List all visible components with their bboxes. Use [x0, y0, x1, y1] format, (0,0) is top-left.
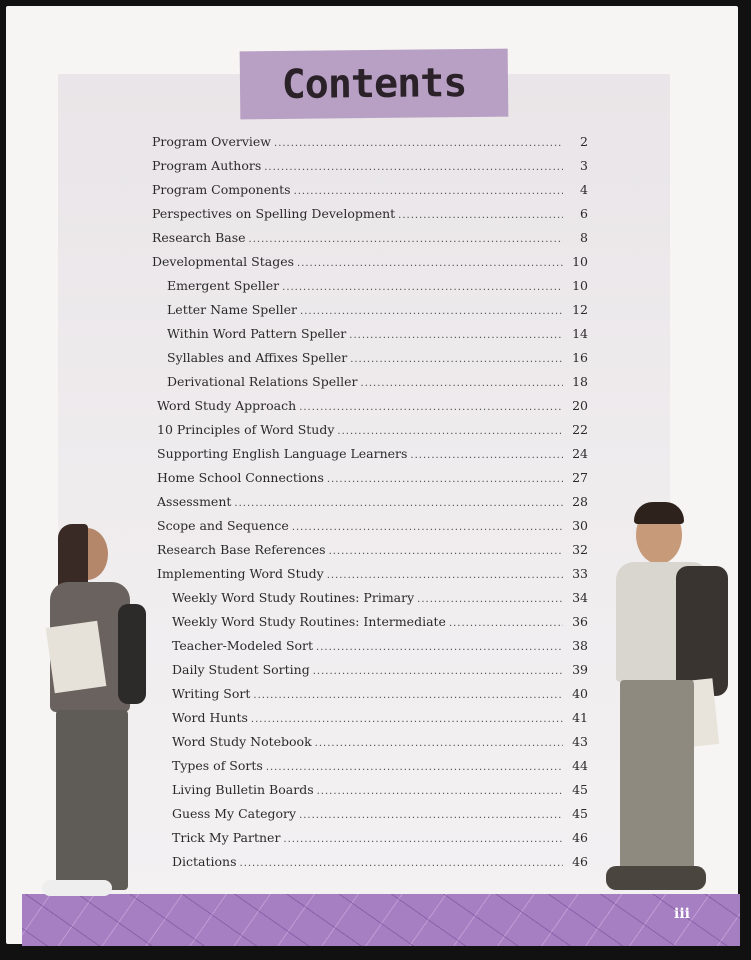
toc-entry — [152, 758, 588, 782]
toc-entry — [152, 422, 588, 446]
toc-entry — [152, 374, 588, 398]
toc-entry-label: Supporting English Language Learners — [157, 446, 408, 461]
girl-student-photo — [28, 524, 148, 904]
toc-entry-page: 45 — [572, 806, 588, 821]
dot-leader — [327, 474, 563, 485]
toc-entry-label: Perspectives on Spelling Development — [152, 206, 396, 221]
toc-entry-label: Trick My Partner — [172, 830, 281, 845]
dot-leader — [283, 834, 563, 845]
toc-entry-page: 16 — [572, 350, 588, 365]
toc-entry — [152, 470, 588, 494]
toc-entry-page: 38 — [572, 638, 588, 653]
toc-entry-page: 46 — [572, 854, 588, 869]
toc-entry-page: 4 — [580, 182, 588, 197]
toc-entry-label: Weekly Word Study Routines: Intermediate — [172, 614, 446, 629]
title-banner — [240, 49, 509, 120]
dot-leader — [349, 330, 563, 341]
toc-entry-label: 10 Principles of Word Study — [157, 422, 335, 437]
dot-leader — [317, 786, 563, 797]
toc-entry-page: 14 — [572, 326, 588, 341]
dot-leader — [299, 402, 563, 413]
toc-entry-page: 44 — [572, 758, 588, 773]
dot-leader — [234, 498, 563, 509]
boy-student-photo — [596, 502, 736, 912]
toc-entry — [152, 566, 588, 590]
toc-entry-label: Emergent Speller — [167, 278, 280, 293]
dot-leader — [449, 618, 563, 629]
toc-entry — [152, 254, 588, 278]
toc-entry-page: 6 — [580, 206, 588, 221]
toc-entry-label: Letter Name Speller — [167, 302, 298, 317]
toc-entry — [152, 446, 588, 470]
toc-entry — [152, 182, 588, 206]
toc-entry-page: 36 — [572, 614, 588, 629]
toc-entry — [152, 206, 588, 230]
dot-leader — [327, 570, 563, 581]
dot-leader — [294, 186, 563, 197]
toc-entry — [152, 326, 588, 350]
toc-entry-page: 33 — [572, 566, 588, 581]
dot-leader — [361, 378, 563, 389]
toc-entry-label: Syllables and Affixes Speller — [167, 350, 348, 365]
toc-entry — [152, 782, 588, 806]
toc-entry — [152, 230, 588, 254]
toc-entry-page: 34 — [572, 590, 588, 605]
dot-leader — [337, 426, 563, 437]
toc-entry-label: Scope and Sequence — [157, 518, 289, 533]
dot-leader — [300, 306, 563, 317]
toc-entry-label: Derivational Relations Speller — [167, 374, 358, 389]
toc-entry — [152, 830, 588, 854]
toc-entry-label: Home School Connections — [157, 470, 324, 485]
toc-entry-page: 40 — [572, 686, 588, 701]
toc-entry-label: Within Word Pattern Speller — [167, 326, 347, 341]
toc-entry — [152, 350, 588, 374]
page-number: iii — [674, 906, 690, 922]
toc-entry-label: Word Study Notebook — [172, 734, 312, 749]
toc-entry-label: Writing Sort — [172, 686, 251, 701]
toc-entry-page: 18 — [572, 374, 588, 389]
dot-leader — [299, 810, 563, 821]
table-of-contents — [152, 134, 588, 878]
document-page — [6, 6, 738, 944]
dot-leader — [274, 138, 563, 149]
toc-entry — [152, 542, 588, 566]
toc-entry-page: 45 — [572, 782, 588, 797]
dot-leader — [316, 642, 563, 653]
toc-entry-page: 8 — [580, 230, 588, 245]
toc-entry-page: 24 — [572, 446, 588, 461]
toc-entry-page: 10 — [572, 254, 588, 269]
toc-entry-page: 12 — [572, 302, 588, 317]
dot-leader — [251, 714, 563, 725]
toc-entry — [152, 398, 588, 422]
dot-leader — [253, 690, 563, 701]
toc-entry — [152, 158, 588, 182]
toc-entry — [152, 806, 588, 830]
dot-leader — [266, 762, 563, 773]
toc-entry-label: Program Overview — [152, 134, 272, 149]
toc-entry-page: 32 — [572, 542, 588, 557]
toc-entry-label: Assessment — [157, 494, 232, 509]
toc-entry-label: Guess My Category — [172, 806, 297, 821]
toc-entry-label: Word Hunts — [172, 710, 248, 725]
toc-entry — [152, 590, 588, 614]
dot-leader — [282, 282, 563, 293]
toc-entry-label: Research Base — [152, 230, 246, 245]
toc-entry — [152, 662, 588, 686]
toc-entry-label: Types of Sorts — [172, 758, 263, 773]
toc-entry-label: Research Base References — [157, 542, 326, 557]
page-title: Contents — [281, 60, 467, 108]
toc-entry-page: 39 — [572, 662, 588, 677]
dot-leader — [329, 546, 563, 557]
toc-entry-label: Weekly Word Study Routines: Primary — [172, 590, 415, 605]
toc-entry-page: 22 — [572, 422, 588, 437]
dot-leader — [315, 738, 563, 749]
toc-entry-label: Living Bulletin Boards — [172, 782, 314, 797]
toc-entry-label: Developmental Stages — [152, 254, 295, 269]
toc-entry-label: Teacher-Modeled Sort — [172, 638, 314, 653]
toc-entry-label: Program Components — [152, 182, 291, 197]
dot-leader — [249, 234, 563, 245]
dot-leader — [297, 258, 563, 269]
toc-entry-page: 46 — [572, 830, 588, 845]
dot-leader — [350, 354, 563, 365]
toc-entry-page: 10 — [572, 278, 588, 293]
dot-leader — [292, 522, 563, 533]
toc-entry-page: 43 — [572, 734, 588, 749]
dot-leader — [398, 210, 563, 221]
toc-entry — [152, 614, 588, 638]
toc-entry-page: 28 — [572, 494, 588, 509]
dot-leader — [264, 162, 563, 173]
toc-entry-label: Implementing Word Study — [157, 566, 324, 581]
toc-entry — [152, 710, 588, 734]
toc-entry — [152, 494, 588, 518]
toc-entry-label: Daily Student Sorting — [172, 662, 310, 677]
toc-entry-page: 30 — [572, 518, 588, 533]
toc-entry — [152, 134, 588, 158]
dot-leader — [240, 858, 563, 869]
toc-entry-page: 3 — [580, 158, 588, 173]
toc-entry — [152, 638, 588, 662]
toc-entry — [152, 686, 588, 710]
toc-entry-label: Dictations — [172, 854, 237, 869]
toc-entry — [152, 854, 588, 878]
toc-entry — [152, 734, 588, 758]
dot-leader — [313, 666, 563, 677]
toc-entry-page: 41 — [572, 710, 588, 725]
toc-entry — [152, 518, 588, 542]
toc-entry-page: 2 — [580, 134, 588, 149]
toc-entry-label: Program Authors — [152, 158, 262, 173]
dot-leader — [417, 594, 563, 605]
toc-entry — [152, 278, 588, 302]
toc-entry-label: Word Study Approach — [157, 398, 297, 413]
dot-leader — [410, 450, 563, 461]
toc-entry-page: 20 — [572, 398, 588, 413]
toc-entry — [152, 302, 588, 326]
toc-entry-page: 27 — [572, 470, 588, 485]
